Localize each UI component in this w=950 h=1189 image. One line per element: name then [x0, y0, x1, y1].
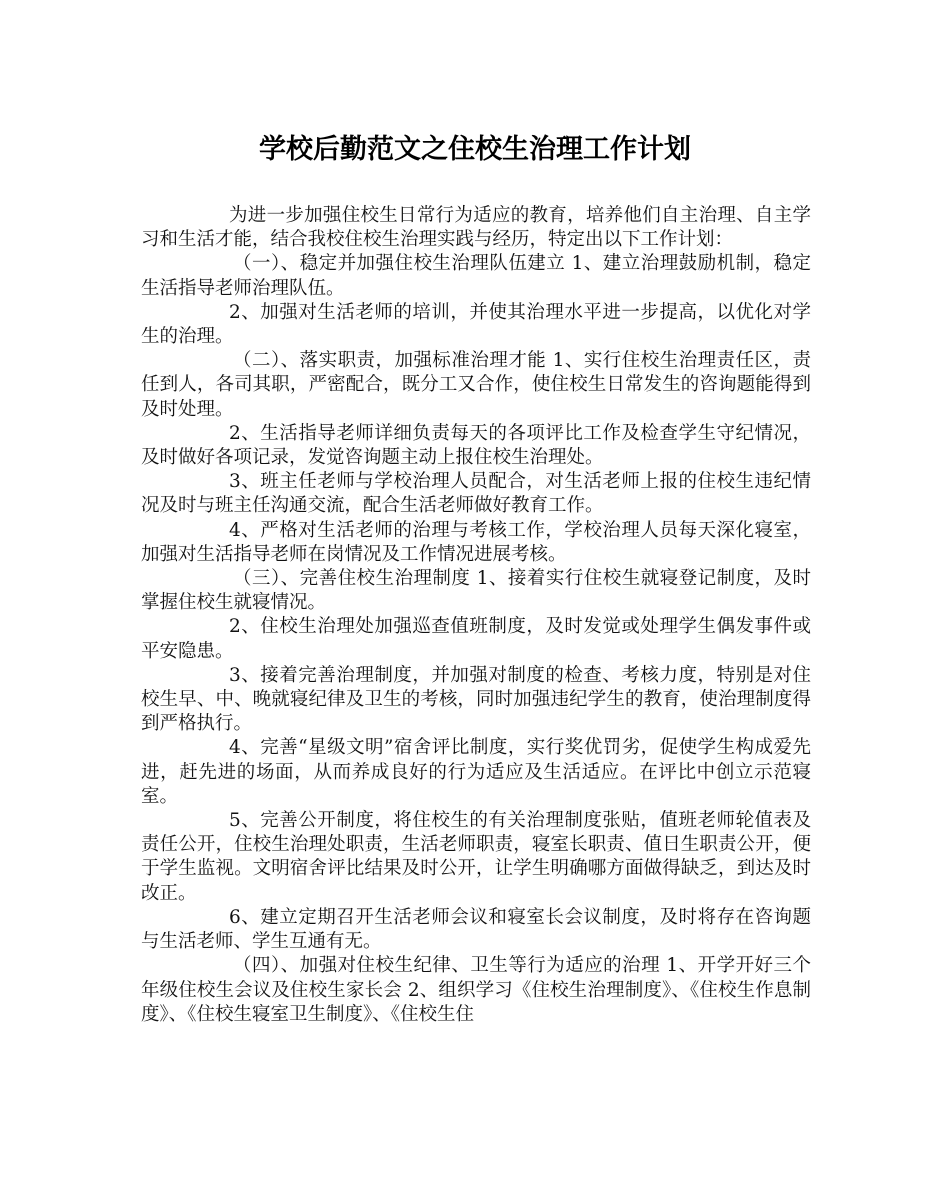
paragraph-item: 2、生活指导老师详细负责每天的各项评比工作及检查学生守纪情况，及时做好各项记录，发觉咨询题主动上报住校生治理处。	[141, 422, 811, 469]
paragraph-item: 5、完善公开制度，将住校生的有关治理制度张贴，值班老师轮值表及责任公开，住校生治理处职责，生活老师职责，寝室长职责、值日生职责公开，便于学生监视。文明宿舍评比结果及时公开，让学生明确哪方面做得缺乏，到达及时改正。	[141, 810, 811, 904]
paragraph-item: 2、住校生治理处加强巡查值班制度，及时发觉或处理学生偶发事件或平安隐患。	[141, 616, 811, 662]
paragraph-item: 3、接着完善治理制度，并加强对制度的检查、考核力度，特别是对住校生早、中、晚就寝纪律及卫生的考核，同时加强违纪学生的教育，使治理制度得到严格执行。	[141, 664, 811, 735]
paragraph-intro: 为进一步加强住校生日常行为适应的教育，培养他们自主治理、自主学习和生活才能，结合我校住校生治理实践与经历，特定出以下工作计划：	[141, 205, 811, 251]
document-title: 学校后勤范文之住校生治理工作计划	[259, 134, 691, 165]
paragraph-item: 6、建立定期召开生活老师会议和寝室长会议制度，及时将存在咨询题与生活老师、学生互通有无。	[141, 906, 811, 953]
paragraph-section-1: （一）、稳定并加强住校生治理队伍建立 1、建立治理鼓励机制，稳定生活指导老师治理队伍。	[141, 253, 811, 299]
paragraph-item: 4、严格对生活老师的治理与考核工作，学校治理人员每天深化寝室，加强对生活指导老师在岗情况及工作情况进展考核。	[141, 519, 811, 565]
paragraph-item: 2、加强对生活老师的培训，并使其治理水平进一步提高，以优化对学生的治理。	[141, 301, 811, 348]
paragraph-section-2: （二）、落实职责，加强标准治理才能 1、实行住校生治理责任区，责任到人，各司其职，严密配合，既分工又合作，使住校生日常发生的咨询题能得到及时处理。	[141, 350, 811, 420]
document-body	[141, 204, 811, 1027]
paragraph-item: 4、完善“星级文明”宿舍评比制度，实行奖优罚劣，促使学生构成爱先进，赶先进的场面，从而养成良好的行为适应及生活适应。在评比中创立示范寝室。	[141, 737, 811, 807]
paragraph-section-4: （四）、加强对住校生纪律、卫生等行为适应的治理 1、开学开好三个年级住校生会议及住校生家长会 2、组织学习《住校生治理制度》、《住校生作息制度》、《住校生寝室卫生制度》、《住校生住	[141, 955, 811, 1025]
paragraph-section-3: （三）、完善住校生治理制度 1、接着实行住校生就寝登记制度，及时掌握住校生就寝情况。	[141, 568, 811, 614]
paragraph-item: 3、班主任老师与学校治理人员配合，对生活老师上报的住校生违纪情况及时与班主任沟通交流，配合生活老师做好教育工作。	[141, 471, 811, 517]
